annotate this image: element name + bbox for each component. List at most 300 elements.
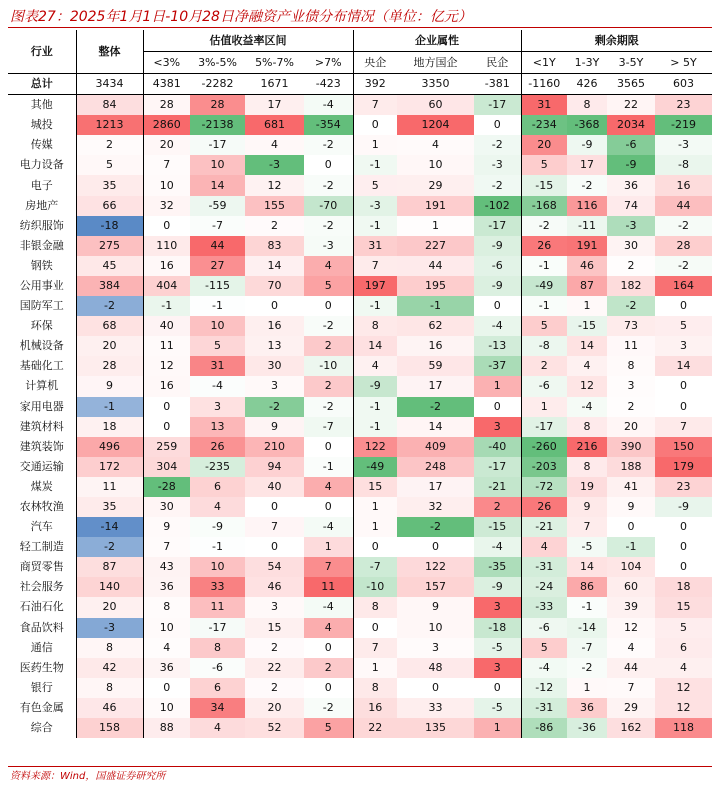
value-cell: 11: [190, 597, 245, 617]
value-cell: 5: [521, 316, 567, 336]
value-cell: 4381: [143, 74, 190, 95]
value-cell: 116: [567, 196, 607, 216]
table-row: [8, 577, 712, 597]
value-cell: 8: [353, 316, 397, 336]
value-cell: -15: [521, 175, 567, 195]
value-cell: 7: [655, 417, 712, 437]
value-cell: 13: [190, 417, 245, 437]
table-row: [8, 718, 712, 738]
value-cell: 88: [143, 718, 190, 738]
value-cell: 35: [76, 497, 143, 517]
value-cell: -2: [607, 296, 655, 316]
value-cell: 0: [324, 680, 332, 694]
value-cell: -18: [76, 216, 143, 236]
value-cell: 10: [190, 155, 245, 175]
value-cell: -1: [521, 296, 567, 316]
value-cell: 2: [245, 678, 304, 698]
value-cell: 84: [76, 95, 143, 116]
value-cell: -2: [304, 175, 353, 195]
value-cell: 0: [324, 500, 332, 514]
value-cell: 28: [76, 356, 143, 376]
value-cell: 15: [353, 477, 397, 497]
header-local-soe: 地方国企: [397, 52, 474, 74]
value-cell: 157: [397, 577, 474, 597]
value-cell: -3: [304, 236, 353, 256]
industry-name: 建筑装饰: [19, 439, 64, 453]
table-row: [8, 276, 712, 296]
header-mat-lt1: <1Y: [521, 52, 567, 74]
value-cell: 23: [655, 477, 712, 497]
value-cell: 1: [353, 135, 397, 155]
table-row: [8, 336, 712, 356]
value-cell: 1: [567, 678, 607, 698]
value-cell: 54: [245, 557, 304, 577]
value-cell: -4: [567, 397, 607, 417]
value-cell: -9: [655, 497, 712, 517]
value-cell: 9: [607, 497, 655, 517]
value-cell: -33: [521, 597, 567, 617]
value-cell: 8: [607, 356, 655, 376]
value-cell: -1160: [521, 74, 567, 95]
value-cell: 191: [397, 196, 474, 216]
value-cell: 3: [607, 376, 655, 396]
industry-name: 计算机: [25, 379, 59, 393]
value-cell: 0: [627, 520, 635, 534]
value-cell: 409: [397, 437, 474, 457]
industry-name: 商贸零售: [19, 560, 64, 574]
value-cell: 3565: [607, 74, 655, 95]
value-cell: 62: [397, 316, 474, 336]
table-row: [8, 135, 712, 155]
value-cell: 8: [143, 597, 190, 617]
value-cell: -260: [521, 437, 567, 457]
value-cell: 4: [521, 537, 567, 557]
value-cell: -9: [353, 376, 397, 396]
value-cell: 18: [655, 577, 712, 597]
industry-name: 银行: [30, 680, 53, 694]
value-cell: 17: [245, 95, 304, 116]
value-cell: 74: [607, 196, 655, 216]
value-cell: 16: [143, 256, 190, 276]
value-cell: 9: [245, 417, 304, 437]
value-cell: 36: [143, 577, 190, 597]
value-cell: -24: [521, 577, 567, 597]
value-cell: 4: [397, 135, 474, 155]
value-cell: 5: [190, 336, 245, 356]
value-cell: 19: [567, 477, 607, 497]
value-cell: 118: [655, 718, 712, 738]
value-cell: -4: [190, 376, 245, 396]
source-note: 资料来源：Wind，国盛证券研究所: [10, 771, 166, 782]
value-cell: 15: [245, 618, 304, 638]
value-cell: 0: [432, 540, 439, 554]
table-row: [8, 597, 712, 617]
value-cell: 11: [143, 336, 190, 356]
value-cell: 4: [190, 497, 245, 517]
value-cell: -6: [474, 256, 521, 276]
value-cell: -9: [607, 155, 655, 175]
value-cell: -1: [397, 296, 474, 316]
value-cell: 4: [607, 638, 655, 658]
value-cell: 20: [245, 698, 304, 718]
value-cell: -17: [474, 216, 521, 236]
value-cell: -1: [353, 216, 397, 236]
table-row: [8, 216, 712, 236]
table-row: [8, 155, 712, 175]
value-cell: 22: [353, 718, 397, 738]
value-cell: 384: [76, 276, 143, 296]
table-row: [8, 236, 712, 256]
value-cell: 26: [521, 236, 567, 256]
value-cell: 87: [76, 557, 143, 577]
value-cell: 4: [190, 718, 245, 738]
value-cell: 8: [567, 457, 607, 477]
industry-name: 建筑材料: [19, 419, 64, 433]
industry-name: 电力设备: [19, 158, 64, 172]
table-row: [8, 196, 712, 216]
value-cell: 2: [76, 135, 143, 155]
table-row: [8, 618, 712, 638]
value-cell: 3: [245, 376, 304, 396]
header-industry: 行业: [8, 30, 76, 74]
value-cell: 3: [397, 638, 474, 658]
value-cell: 10: [190, 557, 245, 577]
value-cell: 28: [143, 95, 190, 116]
value-cell: -7: [190, 216, 245, 236]
value-cell: 12: [143, 356, 190, 376]
value-cell: 0: [493, 399, 501, 413]
value-cell: 4: [245, 135, 304, 155]
value-cell: 17: [397, 477, 474, 497]
value-cell: -15: [567, 316, 607, 336]
value-cell: -8: [521, 336, 567, 356]
value-cell: 59: [397, 356, 474, 376]
value-cell: -203: [521, 457, 567, 477]
value-cell: 3: [655, 336, 712, 356]
value-cell: 1204: [397, 115, 474, 135]
header-mat-1-3: 1-3Y: [567, 52, 607, 74]
value-cell: 5: [304, 718, 353, 738]
value-cell: 9: [76, 376, 143, 396]
value-cell: -17: [190, 618, 245, 638]
value-cell: 1213: [76, 115, 143, 135]
value-cell: 30: [143, 497, 190, 517]
value-cell: 0: [680, 379, 687, 393]
table-row: [8, 658, 712, 678]
value-cell: 259: [143, 437, 190, 457]
table-body: [8, 74, 712, 739]
value-cell: 8: [76, 678, 143, 698]
value-cell: -2: [474, 135, 521, 155]
value-cell: 26: [190, 437, 245, 457]
value-cell: 2: [304, 658, 353, 678]
value-cell: -17: [474, 95, 521, 116]
value-cell: -354: [304, 115, 353, 135]
value-cell: 104: [607, 557, 655, 577]
value-cell: 0: [493, 118, 501, 132]
value-cell: 110: [143, 236, 190, 256]
value-cell: 16: [397, 336, 474, 356]
value-cell: -70: [304, 196, 353, 216]
industry-name: 城投: [30, 118, 53, 132]
value-cell: 17: [567, 155, 607, 175]
value-cell: 275: [76, 236, 143, 256]
table-row: [8, 477, 712, 497]
value-cell: 28: [655, 236, 712, 256]
value-cell: 18: [76, 417, 143, 437]
value-cell: 94: [245, 457, 304, 477]
industry-name: 基础化工: [19, 359, 64, 373]
value-cell: 1: [567, 296, 607, 316]
total-row: [8, 74, 712, 95]
value-cell: 1: [521, 397, 567, 417]
industry-name: 通信: [30, 640, 53, 654]
value-cell: 0: [324, 640, 332, 654]
table-row: [8, 376, 712, 396]
value-cell: 2: [607, 397, 655, 417]
value-cell: 122: [353, 437, 397, 457]
value-cell: 26: [521, 497, 567, 517]
value-cell: 1: [474, 376, 521, 396]
value-cell: 135: [397, 718, 474, 738]
value-cell: 5: [655, 316, 712, 336]
value-cell: 44: [397, 256, 474, 276]
value-cell: 188: [607, 457, 655, 477]
value-cell: -4: [474, 316, 521, 336]
value-cell: 390: [607, 437, 655, 457]
industry-name: 国防军工: [19, 299, 64, 313]
industry-name: 综合: [30, 721, 53, 735]
value-cell: 23: [655, 95, 712, 116]
value-cell: -9: [474, 577, 521, 597]
value-cell: -86: [521, 718, 567, 738]
value-cell: 46: [245, 577, 304, 597]
value-cell: 3434: [76, 74, 143, 95]
value-cell: 5: [655, 618, 712, 638]
value-cell: 8: [567, 95, 607, 116]
value-cell: 0: [680, 399, 687, 413]
value-cell: -9: [567, 135, 607, 155]
value-cell: 0: [680, 560, 687, 574]
value-cell: 4: [304, 618, 353, 638]
value-cell: 29: [397, 175, 474, 195]
value-cell: 7: [567, 517, 607, 537]
value-cell: -168: [521, 196, 567, 216]
value-cell: 73: [607, 316, 655, 336]
value-cell: 43: [143, 557, 190, 577]
value-cell: 14: [190, 175, 245, 195]
value-cell: 9: [397, 597, 474, 617]
value-cell: 32: [397, 497, 474, 517]
value-cell: -6: [607, 135, 655, 155]
header-yield-gt7: >7%: [304, 52, 353, 74]
value-cell: -5: [474, 698, 521, 718]
value-cell: 426: [567, 74, 607, 95]
value-cell: 31: [353, 236, 397, 256]
value-cell: -37: [474, 356, 521, 376]
table-row: [8, 517, 712, 537]
value-cell: -2: [655, 256, 712, 276]
value-cell: 4: [655, 658, 712, 678]
value-cell: -17: [474, 457, 521, 477]
value-cell: 39: [607, 597, 655, 617]
value-cell: 14: [567, 557, 607, 577]
value-cell: -1: [353, 417, 397, 437]
value-cell: 3: [474, 658, 521, 678]
header-group-yield: 估值收益率区间: [143, 30, 353, 52]
value-cell: 32: [143, 196, 190, 216]
value-cell: -59: [190, 196, 245, 216]
value-cell: -234: [521, 115, 567, 135]
value-cell: -1: [607, 537, 655, 557]
industry-name: 电子: [30, 178, 53, 192]
value-cell: 197: [353, 276, 397, 296]
value-cell: -10: [304, 356, 353, 376]
value-cell: -1: [353, 155, 397, 175]
value-cell: -3: [353, 196, 397, 216]
value-cell: -1: [567, 597, 607, 617]
value-cell: 22: [245, 658, 304, 678]
value-cell: 0: [143, 417, 190, 437]
value-cell: -2: [245, 397, 304, 417]
value-cell: 48: [397, 658, 474, 678]
value-cell: -40: [474, 437, 521, 457]
value-cell: -18: [474, 618, 521, 638]
value-cell: -4: [304, 517, 353, 537]
value-cell: 31: [521, 95, 567, 116]
value-cell: 140: [76, 577, 143, 597]
value-cell: 33: [397, 698, 474, 718]
value-cell: 162: [607, 718, 655, 738]
value-cell: 44: [607, 658, 655, 678]
value-cell: 36: [143, 658, 190, 678]
value-cell: 227: [397, 236, 474, 256]
value-cell: 195: [397, 276, 474, 296]
value-cell: -31: [521, 557, 567, 577]
value-cell: -1: [190, 296, 245, 316]
value-cell: 0: [680, 299, 687, 313]
value-cell: 3350: [397, 74, 474, 95]
value-cell: 34: [190, 698, 245, 718]
value-cell: -13: [474, 336, 521, 356]
value-cell: -14: [76, 517, 143, 537]
value-cell: -2: [397, 517, 474, 537]
value-cell: 0: [353, 115, 397, 135]
header-mat-gt5: > 5Y: [655, 52, 712, 74]
value-cell: 46: [567, 256, 607, 276]
value-cell: 16: [353, 698, 397, 718]
value-cell: -2: [521, 216, 567, 236]
value-cell: -12: [521, 678, 567, 698]
value-cell: -14: [567, 618, 607, 638]
value-cell: 45: [76, 256, 143, 276]
value-cell: -2: [567, 175, 607, 195]
value-cell: 42: [76, 658, 143, 678]
value-cell: -28: [143, 477, 190, 497]
value-cell: 22: [607, 95, 655, 116]
value-cell: -115: [190, 276, 245, 296]
value-cell: -6: [190, 658, 245, 678]
value-cell: 5: [304, 276, 353, 296]
value-cell: 87: [567, 276, 607, 296]
value-cell: 122: [397, 557, 474, 577]
value-cell: 3: [474, 417, 521, 437]
value-cell: 3: [190, 397, 245, 417]
value-cell: 10: [143, 175, 190, 195]
value-cell: 20: [76, 336, 143, 356]
value-cell: 28: [190, 95, 245, 116]
value-cell: -8: [655, 155, 712, 175]
value-cell: 404: [143, 276, 190, 296]
value-cell: 60: [397, 95, 474, 116]
value-cell: 0: [680, 540, 687, 554]
header-overall: 整体: [76, 30, 143, 74]
value-cell: -235: [190, 457, 245, 477]
value-cell: 2: [245, 216, 304, 236]
value-cell: -36: [567, 718, 607, 738]
industry-name: 公用事业: [19, 278, 64, 292]
value-cell: 20: [607, 417, 655, 437]
chart-title: 图表27：2025年1月1日-10月28日净融资产业债分布情况（单位：亿元）: [10, 9, 472, 25]
value-cell: 2: [304, 376, 353, 396]
value-cell: 4: [304, 477, 353, 497]
value-cell: 7: [353, 638, 397, 658]
value-cell: 83: [245, 236, 304, 256]
table-row: [8, 698, 712, 718]
value-cell: 5: [521, 638, 567, 658]
value-cell: 392: [353, 74, 397, 95]
value-cell: 30: [245, 356, 304, 376]
value-cell: 3: [474, 597, 521, 617]
value-cell: 13: [245, 336, 304, 356]
value-cell: 182: [607, 276, 655, 296]
industry-name: 交通运输: [19, 459, 64, 473]
value-cell: -381: [474, 74, 521, 95]
value-cell: -3: [474, 155, 521, 175]
value-cell: 191: [567, 236, 607, 256]
industry-name: 其他: [30, 98, 53, 112]
value-cell: 14: [353, 336, 397, 356]
value-cell: 66: [76, 196, 143, 216]
value-cell: 210: [245, 437, 304, 457]
industry-name: 石油石化: [19, 600, 64, 614]
header-mat-3-5: 3-5Y: [607, 52, 655, 74]
value-cell: -17: [521, 417, 567, 437]
value-cell: 36: [607, 175, 655, 195]
value-cell: 10: [143, 698, 190, 718]
value-cell: 86: [567, 577, 607, 597]
table-row: [8, 115, 712, 135]
value-cell: -2: [304, 316, 353, 336]
value-cell: -1: [353, 397, 397, 417]
value-cell: -2: [655, 216, 712, 236]
value-cell: 0: [143, 678, 190, 698]
table-row: [8, 437, 712, 457]
value-cell: 70: [245, 276, 304, 296]
table-row: [8, 397, 712, 417]
value-cell: 164: [655, 276, 712, 296]
value-cell: 2: [474, 497, 521, 517]
value-cell: 5: [353, 175, 397, 195]
value-cell: 12: [607, 618, 655, 638]
value-cell: 4: [353, 356, 397, 376]
value-cell: -17: [190, 135, 245, 155]
header-private: 民企: [474, 52, 521, 74]
value-cell: -2: [76, 296, 143, 316]
value-cell: 8: [567, 417, 607, 437]
header-yield-3-5: 3%-5%: [190, 52, 245, 74]
value-cell: 8: [353, 678, 397, 698]
